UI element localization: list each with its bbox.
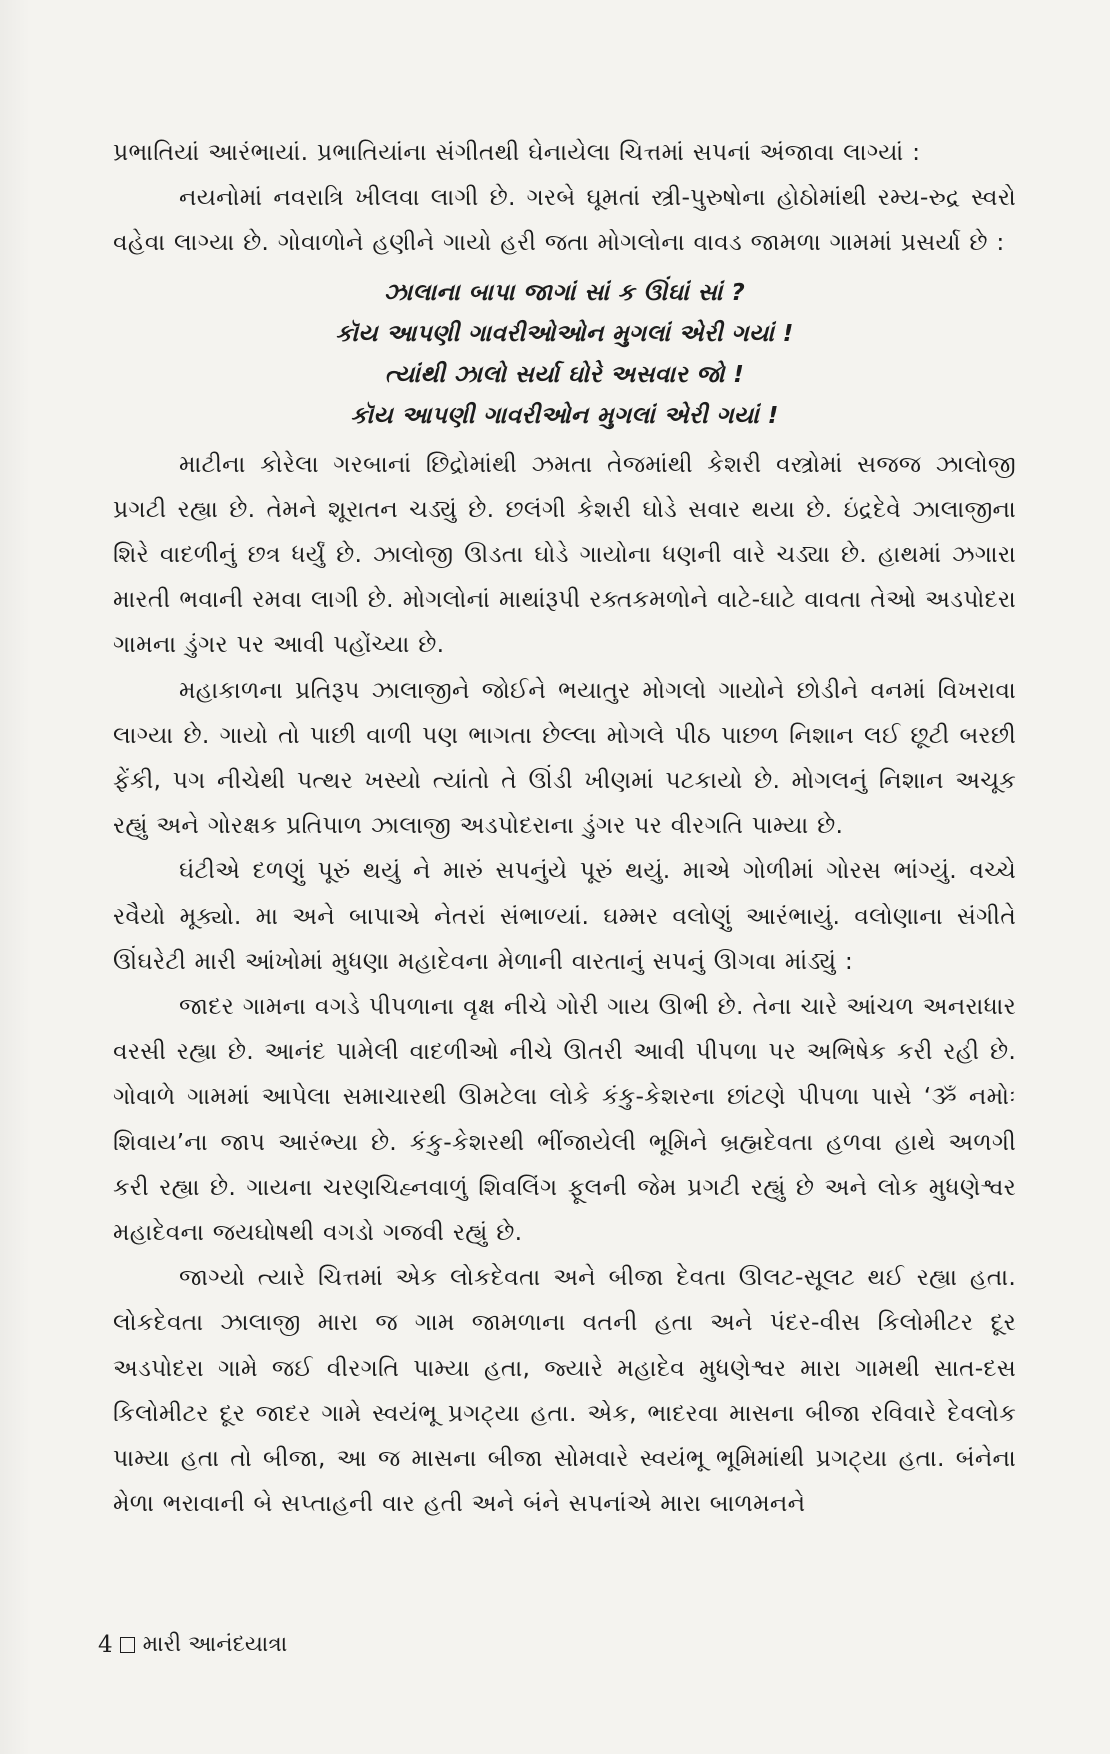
square-icon xyxy=(120,1637,135,1653)
page-number: 4 xyxy=(98,1632,113,1658)
paragraph: મહાકાળના પ્રતિરૂપ ઝાલાજીને જોઈને ભયાતુર મોગલો ગાયોને છોડીને વનમાં વિખરાવા લાગ્યા છે. ગાયો તો પાછી વાળી પણ ભાગતા છેલ્લા મોગલે પીઠ પાછળ નિશાન લઈ છૂટી બરછી ફેંકી, પગ નીચેથી પત્થર ખસ્યો ત્યાંતો તે ઊંડી ખીણમાં પટકાયો છે. મોગલનું નિશાન અચૂક રહ્યું અને ગોરક્ષક પ્રતિપાળ ઝાલાજી અડપોદરાના ડુંગર પર વીરગતિ પામ્યા છે. xyxy=(113,675,1016,840)
page-footer xyxy=(98,1630,287,1660)
verse-line: ઝાલાના બાપા જાગાં સાં ક ઊંઘાં સાં ? xyxy=(383,277,746,306)
paragraph: નયનોમાં નવરાત્રિ ખીલવા લાગી છે. ગરબે ઘૂમતાં સ્ત્રી-પુરુષોના હોઠોમાંથી રમ્ય-રુદ્ર સ્વરો વહેવા લાગ્યા છે. ગોવાળોને હણીને ગાયો હરી જતા મોગલોના વાવડ જામળા ગામમાં પ્રસર્યા છે : xyxy=(113,183,1016,257)
folk-verse xyxy=(113,272,1016,436)
page-body xyxy=(113,130,1016,1526)
paragraph: ઘંટીએ દળણું પૂરું થયું ને મારું સપનુંયે પૂરું થયું. માએ ગોળીમાં ગોરસ ભાંગ્યું. વચ્ચે રવૈયો મૂક્યો. મા અને બાપાએ નેતરાં સંભાળ્યાં. ઘમ્મર વલોણું આરંભાયું. વલોણાના સંગીતે ઊંઘરેટી મારી આંખોમાં મુધણા મહાદેવના મેળાની વારતાનું સપનું ઊગવા માંડ્યું : xyxy=(113,856,1016,975)
paragraph: માટીના કોરેલા ગરબાનાં છિદ્રોમાંથી ઝમતા તેજમાંથી કેશરી વસ્ત્રોમાં સજજ ઝાલોજી પ્રગટી રહ્યા છે. તેમને શૂરાતન ચડ્યું છે. છલંગી કેશરી ઘોડે સવાર થયા છે. ઇંદ્રદેવે ઝાલાજીના શિરે વાદળીનું છત્ર ધર્યું છે. ઝાલોજી ઊડતા ઘોડે ગાયોના ધણની વારે ચડ્યા છે. હાથમાં ઝગારા મારતી ભવાની રમવા લાગી છે. મોગલોનાં માથાંરૂપી રક્તકમળોને વાટે-ઘાટે વાવતા તેઓ અડપોદરા ગામના ડુંગર પર આવી પહોંચ્યા છે. xyxy=(113,449,1016,659)
verse-line: ત્યાંથી ઝાલો સર્યા ઘોરે અસવાર જો ! xyxy=(384,359,745,388)
paragraph: જાગ્યો ત્યારે ચિત્તમાં એક લોકદેવતા અને બીજા દેવતા ઊલટ-સૂલટ થઈ રહ્યા હતા. લોકદેવતા ઝાલાજી મારા જ ગામ જામળાના વતની હતા અને પંદર-વીસ કિલોમીટર દૂર અડપોદરા ગામે જઈ વીરગતિ પામ્યા હતા, જ્યારે મહાદેવ મુધણેશ્વર મારા ગામથી સાત-દસ કિલોમીટર દૂર જાદર ગામે સ્વયંભૂ પ્રગટ્યા હતા. એક, ભાદરવા માસના બીજા રવિવારે દેવલોક પામ્યા હતા તો બીજા, આ જ માસના બીજા સોમવારે સ્વયંભૂ ભૂમિમાંથી પ્રગટ્યા હતા. બંનેના મેળા ભરાવાની બે સપ્તાહની વાર હતી અને બંને સપનાંએ મારા બાળમનને xyxy=(113,1263,1016,1518)
paragraph: પ્રભાતિયાં આરંભાયાં. પ્રભાતિયાંના સંગીતથી ઘેનાયેલા ચિત્તમાં સપનાં અંજાવા લાગ્યાં : xyxy=(113,138,921,166)
book-title: મારી આનંદયાત્રા xyxy=(142,1632,288,1657)
verse-line: કૉય આપણી ગાવરીઓન મુગલાં એરી ગયાં ! xyxy=(350,400,779,429)
verse-line: કૉય આપણી ગાવરીઓઓન મુગલાં એરી ગયાં ! xyxy=(335,318,794,347)
paragraph: જાદર ગામના વગડે પીપળાના વૃક્ષ નીચે ગોરી ગાય ઊભી છે. તેના ચારે આંચળ અનરાધાર વરસી રહ્યા છે. આનંદ પામેલી વાદળીઓ નીચે ઊતરી આવી પીપળા પર અભિષેક કરી રહી છે. ગોવાળે ગામમાં આપેલા સમાચારથી ઊમટેલા લોકે કંકુ-કેશરના છાંટણે પીપળા પાસે ‘ૐ નમોઃ શિવાય’ના જાપ આરંભ્યા છે. કંકુ-કેશરથી ભીંજાયેલી ભૂમિને બ્રહ્મદેવતા હળવા હાથે અળગી કરી રહ્યા છે. ગાયના ચરણચિહ્નવાળું શિવલિંગ ફૂલની જેમ પ્રગટી રહ્યું છે અને લોક મુધણેશ્વર મહાદેવના જયઘોષથી વગડો ગજવી રહ્યું છે. xyxy=(113,992,1016,1247)
